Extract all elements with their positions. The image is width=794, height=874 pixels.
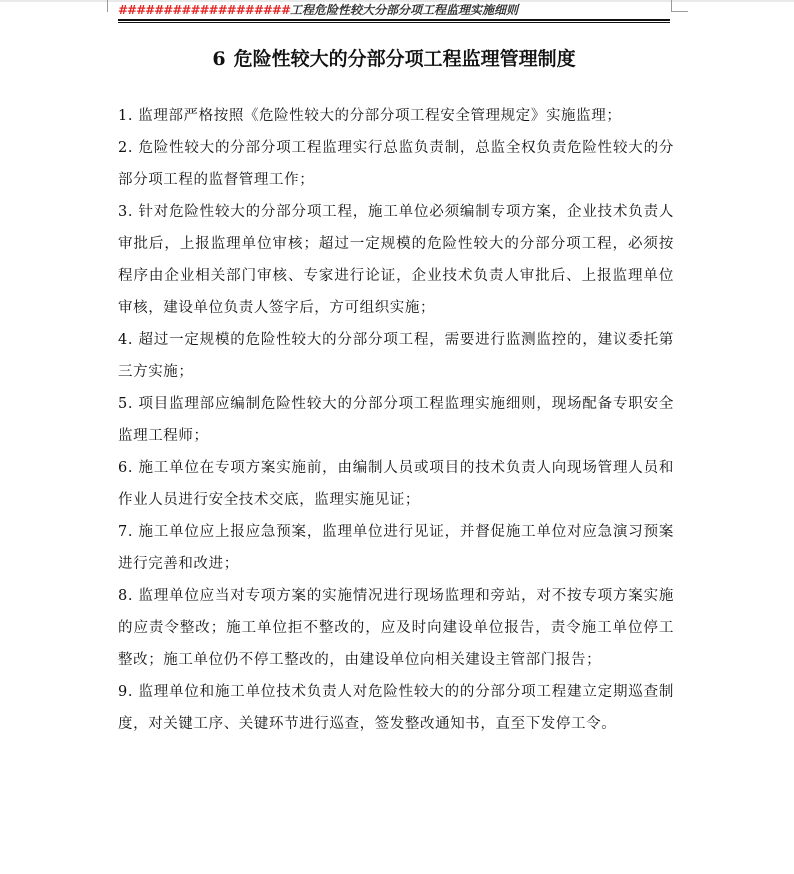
header-decoration: ################### bbox=[118, 3, 291, 17]
header-text: 工程危险性较大分部分项工程监理实施细则 bbox=[290, 3, 519, 17]
regulation-list bbox=[118, 100, 674, 740]
section-number: 6 bbox=[212, 48, 226, 70]
crop-mark-left bbox=[107, 0, 108, 12]
crop-mark-right-horizontal bbox=[672, 11, 688, 12]
running-header bbox=[118, 2, 670, 20]
list-item: 1. 监理部严格按照《危险性较大的分部分项工程安全管理规定》实施监理； bbox=[118, 108, 622, 124]
header-rule-thick bbox=[118, 19, 670, 21]
section-title: 危险性较大的分部分项工程监理管理制度 bbox=[233, 48, 576, 70]
list-item: 3. 针对危险性较大的分部分项工程，施工单位必须编制专项方案，企业技术负责人审批后，上报监理单位审核；超过一定规模的危险性较大的分部分项工程，必须按程序由企业相关部门审核、专家进行论证，企业技术负责人审批后、上报监理单位审核，建设单位负责人签字后，方可组织实施； bbox=[118, 204, 674, 316]
list-item: 4. 超过一定规模的危险性较大的分部分项工程，需要进行监测监控的，建议委托第三方实施； bbox=[118, 332, 674, 380]
list-item: 7. 施工单位应上报应急预案，监理单位进行见证，并督促施工单位对应急演习预案进行完善和改进； bbox=[118, 524, 674, 572]
list-item: 6. 施工单位在专项方案实施前，由编制人员或项目的技术负责人向现场管理人员和作业人员进行安全技术交底，监理实施见证； bbox=[118, 460, 674, 508]
list-item: 9. 监理单位和施工单位技术负责人对危险性较大的的分部分项工程建立定期巡查制度，对关键工序、关键环节进行巡查，签发整改通知书，直至下发停工令。 bbox=[118, 684, 674, 732]
list-item: 5. 项目监理部应编制危险性较大的分部分项工程监理实施细则，现场配备专职安全监理工程师； bbox=[118, 396, 674, 444]
list-item: 8. 监理单位应当对专项方案的实施情况进行现场监理和旁站，对不按专项方案实施的应责令整改；施工单位拒不整改的，应及时向建设单位报告，责令施工单位停工整改；施工单位仍不停工整改的，由建设单位向相关建设主管部门报告； bbox=[118, 588, 674, 668]
list-item: 2. 危险性较大的分部分项工程监理实行总监负责制，总监全权负责危险性较大的分部分项工程的监督管理工作； bbox=[118, 140, 674, 188]
page-title bbox=[118, 44, 670, 74]
header-rule-thin bbox=[118, 22, 670, 23]
